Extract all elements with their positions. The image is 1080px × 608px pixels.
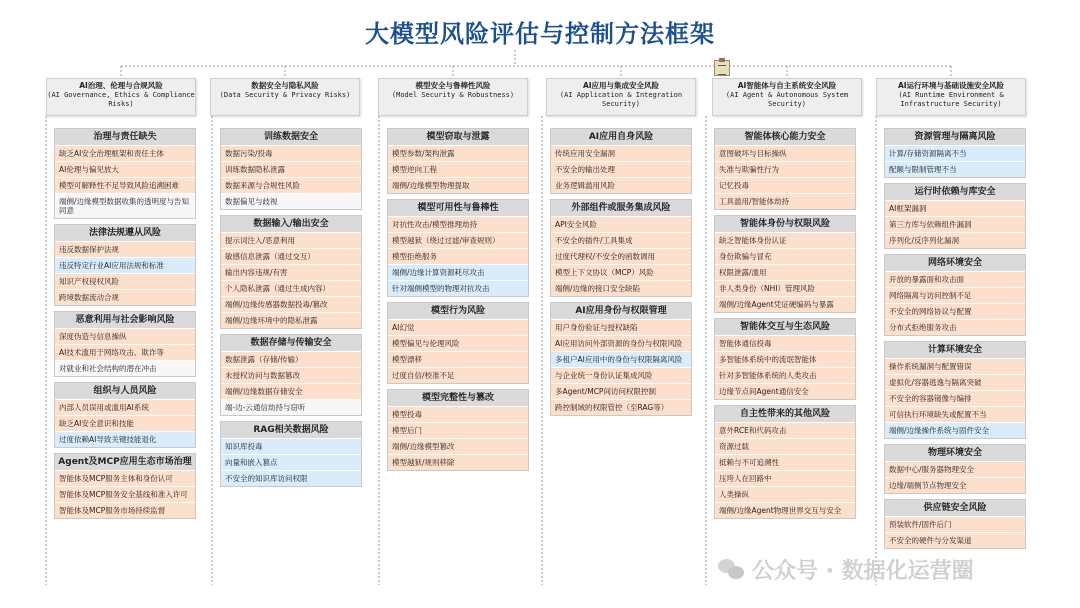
watermark-text: 公众号 · 数据化运营圈: [752, 558, 974, 584]
risk-group-title: 计算环境安全: [885, 342, 1025, 358]
risk-item: 针对多智能体系统的人类攻击: [715, 367, 855, 383]
risk-item: 不安全的插件/工具集成: [551, 232, 691, 248]
risk-item: 知识产权侵权风险: [55, 273, 195, 289]
risk-item: 抵赖与不可追溯性: [715, 454, 855, 470]
risk-group-title: 数据输入/输出安全: [221, 216, 361, 232]
risk-item: 不安全的容器镜像与编排: [885, 390, 1025, 406]
risk-item: 人类操纵: [715, 486, 855, 502]
risk-item: 可信执行环境缺失或配置不当: [885, 406, 1025, 422]
risk-item: 过度代理权/不安全的函数调用: [551, 248, 691, 264]
risk-item: 开放的暴露面和攻击面: [885, 271, 1025, 287]
risk-group-title: 模型行为风险: [388, 303, 528, 319]
risk-group-title: 智能体交互与生态风险: [715, 319, 855, 335]
risk-item: 与企业统一身份认证集成风险: [551, 367, 691, 383]
risk-item: 工具滥用/智能体劫持: [715, 193, 855, 209]
risk-item: 敏感信息泄露（通过交互）: [221, 248, 361, 264]
wechat-icon: [718, 557, 746, 581]
risk-item: 传统应用安全漏洞: [551, 145, 691, 161]
risk-item: 数据污染/投毒: [221, 145, 361, 161]
risk-item: 多租户AI应用中的身份与权限隔离风险: [551, 351, 691, 367]
risk-group: [387, 128, 529, 194]
risk-item: 数据偏见与歧视: [221, 193, 361, 209]
risk-group-title: 网络环境安全: [885, 255, 1025, 271]
column-title: 模型安全与鲁棒性风险: [415, 81, 491, 90]
column-header: [46, 78, 196, 116]
risk-group-title: 运行时依赖与库安全: [885, 184, 1025, 200]
risk-item: 对抗性攻击/模型推理劫持: [388, 216, 528, 232]
risk-item: 缺乏智能体身份认证: [715, 232, 855, 248]
risk-item: 智能体及MCP服务安全基线和准入许可: [55, 486, 195, 502]
column-subtitle: (AI Governance, Ethics & Compliance Risks): [47, 90, 195, 108]
risk-item: 端侧/边缘操作系统与固件安全: [885, 422, 1025, 438]
risk-group: [884, 183, 1026, 249]
risk-column: [220, 128, 362, 492]
risk-item: 不安全的输出处理: [551, 161, 691, 177]
risk-group-title: 法律法规遵从风险: [55, 225, 195, 241]
column-title: AI智能体与自主系统安全风险: [737, 81, 837, 90]
risk-item: 数据来源与合规性风险: [221, 177, 361, 193]
risk-item: 端-边-云通信劫持与窃听: [221, 399, 361, 415]
risk-group: [714, 405, 856, 519]
risk-item: 输出内容违规/有害: [221, 264, 361, 280]
risk-group: [220, 334, 362, 416]
risk-item: 网络隔离与访问控制不足: [885, 287, 1025, 303]
risk-group: [884, 254, 1026, 336]
risk-group-title: 外部组件或服务集成风险: [551, 200, 691, 216]
risk-item: 分布式拒绝服务攻击: [885, 319, 1025, 335]
risk-item: 计算/存储资源隔离不当: [885, 145, 1025, 161]
risk-item: 第三方库与依赖组件漏洞: [885, 216, 1025, 232]
risk-group-title: 治理与责任缺失: [55, 129, 195, 145]
risk-group-title: AI应用自身风险: [551, 129, 691, 145]
risk-item: AI应用访问外部资源的身份与权限风险: [551, 335, 691, 351]
risk-group-title: 组织与人员风险: [55, 383, 195, 399]
column-header: [712, 78, 862, 116]
risk-group: [714, 318, 856, 400]
risk-item: 边缘/端侧节点物理安全: [885, 477, 1025, 493]
risk-group-title: 数据存储与传输安全: [221, 335, 361, 351]
risk-group: [387, 199, 529, 297]
risk-column: [54, 128, 196, 524]
risk-item: AI伦理与偏见放大: [55, 161, 195, 177]
column-title: AI应用与集成安全风险: [582, 81, 660, 90]
risk-item: 多Agent/MCP间访问权限控制: [551, 383, 691, 399]
risk-item: 端侧/边缘传感器数据投毒/篡改: [221, 296, 361, 312]
risk-item: 模型逆向工程: [388, 161, 528, 177]
watermark: [718, 554, 974, 584]
risk-item: 端侧/边缘环境中的隐私泄露: [221, 312, 361, 328]
risk-group: [884, 499, 1026, 549]
risk-item: 端侧/边缘计算资源耗尽攻击: [388, 264, 528, 280]
risk-item: 跨境数据流动合规: [55, 289, 195, 305]
column-header: [210, 78, 360, 116]
risk-item: 模型漂移: [388, 351, 528, 367]
risk-group: [550, 128, 692, 194]
risk-group-title: 模型窃取与泄露: [388, 129, 528, 145]
risk-group-title: 恶意利用与社会影响风险: [55, 312, 195, 328]
column-subtitle: (AI Agent & Autonomous System Security): [725, 90, 849, 108]
risk-item: 业务逻辑滥用风险: [551, 177, 691, 193]
risk-item: 序列化/反序列化漏洞: [885, 232, 1025, 248]
risk-item: 智能体通信投毒: [715, 335, 855, 351]
risk-item: 失准与欺骗性行为: [715, 161, 855, 177]
risk-group-title: 物理环境安全: [885, 445, 1025, 461]
risk-group: [884, 444, 1026, 494]
risk-group-title: AI应用身份与权限管理: [551, 303, 691, 319]
risk-column: [387, 128, 529, 476]
risk-item: 资源过载: [715, 438, 855, 454]
column-header: [876, 78, 1026, 116]
risk-item: 数据泄露（存储/传输）: [221, 351, 361, 367]
risk-item: 操作系统漏洞与配置错误: [885, 358, 1025, 374]
column-title: 数据安全与隐私风险: [251, 81, 319, 90]
risk-item: AI幻觉: [388, 319, 528, 335]
risk-item: 个人隐私泄露（通过生成内容）: [221, 280, 361, 296]
column-subtitle: (Data Security & Privacy Risks): [219, 90, 351, 99]
column-title: AI运行环境与基础设施安全风险: [897, 81, 1005, 90]
risk-group: [54, 311, 196, 377]
risk-group: [387, 389, 529, 471]
risk-item: 不安全的网络协议与配置: [885, 303, 1025, 319]
risk-item: 对就业和社会结构的潜在冲击: [55, 360, 195, 376]
risk-group: [220, 128, 362, 210]
risk-item: 模型越狱/规则移除: [388, 454, 528, 470]
risk-item: 非人类身份（NHI）管理风险: [715, 280, 855, 296]
risk-item: 记忆投毒: [715, 177, 855, 193]
risk-column: [714, 128, 856, 524]
risk-item: 意图破坏与目标操纵: [715, 145, 855, 161]
column-title: AI治理、伦理与合规风险: [79, 81, 163, 90]
risk-item: 跨控制域的权限管控（至RAG等）: [551, 399, 691, 415]
risk-item: API安全风险: [551, 216, 691, 232]
risk-item: 边缘节点间Agent通信安全: [715, 383, 855, 399]
risk-item: 针对端侧模型的物理对抗攻击: [388, 280, 528, 296]
risk-group: [220, 215, 362, 329]
risk-item: 知识库投毒: [221, 438, 361, 454]
risk-item: 深度伪造与信息操纵: [55, 328, 195, 344]
risk-item: 虚拟化/容器逃逸与隔离突破: [885, 374, 1025, 390]
risk-group-title: 资源管理与隔离风险: [885, 129, 1025, 145]
risk-item: 数据中心/服务器物理安全: [885, 461, 1025, 477]
risk-item: 身份欺骗与冒充: [715, 248, 855, 264]
risk-item: 缺乏AI安全意识和技能: [55, 415, 195, 431]
risk-item: 意外RCE和代码攻击: [715, 422, 855, 438]
risk-item: 训练数据隐私泄露: [221, 161, 361, 177]
risk-item: 模型偏见与伦理风险: [388, 335, 528, 351]
risk-item: 提示词注入/恶意利用: [221, 232, 361, 248]
risk-item: 端侧/边缘模型物理提取: [388, 177, 528, 193]
risk-item: 缺乏AI安全治理框架和责任主体: [55, 145, 195, 161]
column-subtitle: (AI Runtime Environment & Infrastructure Security): [898, 90, 1004, 108]
risk-item: AI技术滥用于网络攻击、欺诈等: [55, 344, 195, 360]
risk-item: 智能体及MCP服务市场持续监督: [55, 502, 195, 518]
risk-group-title: 智能体身份与权限风险: [715, 216, 855, 232]
risk-group: [884, 128, 1026, 178]
risk-item: 不安全的硬件与分发渠道: [885, 532, 1025, 548]
risk-group-title: 供应链安全风险: [885, 500, 1025, 516]
risk-item: 模型可解释性不足导致风险追溯困难: [55, 177, 195, 193]
risk-group: [550, 199, 692, 297]
page-title: 大模型风险评估与控制方法框架: [365, 20, 715, 48]
risk-column: [550, 128, 692, 421]
risk-group-title: RAG相关数据风险: [221, 422, 361, 438]
risk-item: 端侧/边缘数据存储安全: [221, 383, 361, 399]
column-header: [546, 78, 696, 116]
risk-item: 违反特定行业AI应用法规和标准: [55, 257, 195, 273]
clipboard-icon: [714, 60, 730, 76]
risk-item: 过度自信/校准不足: [388, 367, 528, 383]
risk-item: 过度依赖AI导致关键技能退化: [55, 431, 195, 447]
risk-group: [714, 128, 856, 210]
risk-item: 模型后门: [388, 422, 528, 438]
risk-item: 智能体及MCP服务主体和身份认可: [55, 470, 195, 486]
risk-item: 用户身份验证与授权缺陷: [551, 319, 691, 335]
risk-group-title: 智能体核心能力安全: [715, 129, 855, 145]
risk-group: [54, 224, 196, 306]
risk-column: [884, 128, 1026, 554]
risk-item: 端侧/边缘的接口安全缺陷: [551, 280, 691, 296]
risk-group-title: Agent及MCP应用生态市场治理: [55, 454, 195, 470]
column-subtitle: (Model Security & Robustness): [391, 90, 515, 99]
column-subtitle: (AI Application & Integration Security): [559, 90, 683, 108]
risk-item: 内部人员误用或滥用AI系统: [55, 399, 195, 415]
risk-item: 压垮人在回路中: [715, 470, 855, 486]
risk-group: [884, 341, 1026, 439]
risk-item: 配额与限制管理不当: [885, 161, 1025, 177]
risk-item: 未授权访问与数据篡改: [221, 367, 361, 383]
risk-group: [54, 128, 196, 219]
risk-group-title: 自主性带来的其他风险: [715, 406, 855, 422]
risk-group: [54, 453, 196, 519]
risk-item: 权限泄露/滥用: [715, 264, 855, 280]
risk-group-title: 训练数据安全: [221, 129, 361, 145]
risk-item: 端侧/边缘Agent物理世界交互与安全: [715, 502, 855, 518]
risk-group: [387, 302, 529, 384]
risk-item: 不安全的知识库访问权限: [221, 470, 361, 486]
risk-item: 模型越狱（绕过过滤/审查规则）: [388, 232, 528, 248]
risk-group: [54, 382, 196, 448]
risk-group-title: 模型完整性与篡改: [388, 390, 528, 406]
risk-group: [220, 421, 362, 487]
risk-item: 违反数据保护法规: [55, 241, 195, 257]
risk-group: [714, 215, 856, 313]
risk-item: 预装软件/固件后门: [885, 516, 1025, 532]
risk-item: 模型拒绝服务: [388, 248, 528, 264]
risk-group: [550, 302, 692, 416]
risk-item: 模型投毒: [388, 406, 528, 422]
risk-item: 端侧/边缘模型数据收集的透明度与告知同意: [55, 193, 195, 218]
risk-item: 模型参数/架构泄露: [388, 145, 528, 161]
risk-item: AI框架漏洞: [885, 200, 1025, 216]
risk-group-title: 模型可用性与鲁棒性: [388, 200, 528, 216]
risk-item: 模型上下文协议（MCP）风险: [551, 264, 691, 280]
column-header: [378, 78, 528, 116]
risk-item: 端侧/边缘Agent凭证硬编码与暴露: [715, 296, 855, 312]
risk-item: 端侧/边缘模型篡改: [388, 438, 528, 454]
risk-item: 向量和嵌入篡点: [221, 454, 361, 470]
risk-item: 多智能体系统中的流氓智能体: [715, 351, 855, 367]
